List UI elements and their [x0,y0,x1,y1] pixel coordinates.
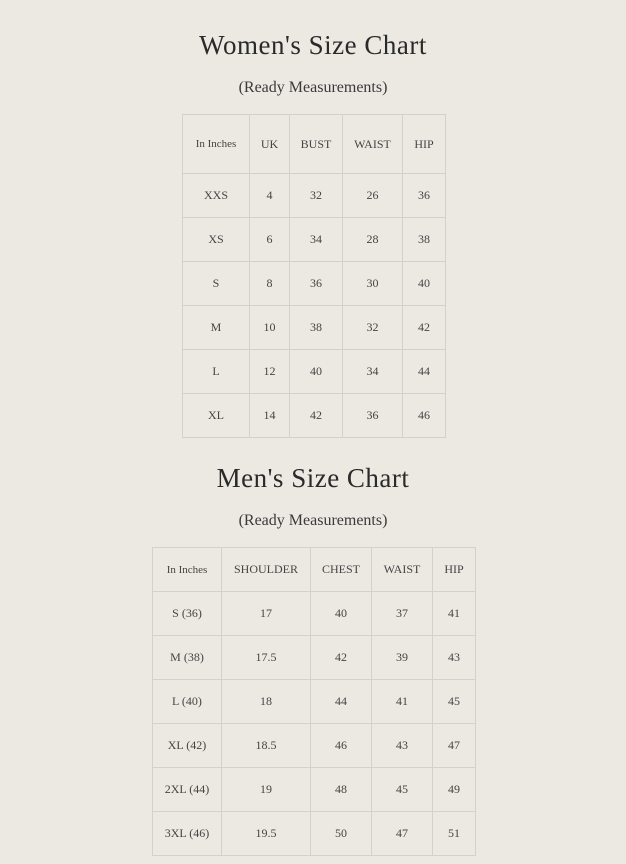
table-cell: 36 [343,394,403,438]
table-cell: 37 [372,592,433,636]
table-cell: 42 [311,636,372,680]
table-cell: 18.5 [222,724,311,768]
column-header: SHOULDER [222,548,311,592]
table-cell: 44 [311,680,372,724]
table-row [183,306,446,350]
table-cell: 45 [372,768,433,812]
table-cell: 2XL (44) [153,768,222,812]
table-row [183,174,446,218]
table-header-row [183,115,446,174]
column-header: HIP [403,115,446,174]
table-cell: 46 [403,394,446,438]
table-cell: 14 [250,394,290,438]
table-cell: 44 [403,350,446,394]
table-cell: 47 [372,812,433,856]
table-cell: 34 [290,218,343,262]
table-cell: 39 [372,636,433,680]
table-cell: XL [183,394,250,438]
column-header: CHEST [311,548,372,592]
table-cell: 48 [311,768,372,812]
table-cell: 36 [403,174,446,218]
table-cell: 19 [222,768,311,812]
table-cell: 47 [433,724,476,768]
men-size-table [152,547,476,856]
column-header: In Inches [183,115,250,174]
table-cell: 19.5 [222,812,311,856]
table-cell: 36 [290,262,343,306]
table-cell: 34 [343,350,403,394]
table-cell: 46 [311,724,372,768]
table-cell: L (40) [153,680,222,724]
table-cell: 30 [343,262,403,306]
table-cell: 17 [222,592,311,636]
table-row [183,394,446,438]
women-chart-title: Women's Size Chart [199,30,427,60]
women-size-table [182,114,446,438]
table-cell: XS [183,218,250,262]
table-cell: 26 [343,174,403,218]
table-row [153,636,476,680]
table-cell: M (38) [153,636,222,680]
table-cell: 18 [222,680,311,724]
table-cell: 8 [250,262,290,306]
table-cell: 43 [433,636,476,680]
table-row [183,218,446,262]
table-cell: 50 [311,812,372,856]
table-cell: 41 [433,592,476,636]
table-row [153,724,476,768]
table-row [153,812,476,856]
table-cell: 10 [250,306,290,350]
column-header: WAIST [343,115,403,174]
men-chart-subtitle: (Ready Measurements) [238,512,388,529]
table-cell: 12 [250,350,290,394]
table-cell: 17.5 [222,636,311,680]
table-row [183,350,446,394]
table-cell: 38 [290,306,343,350]
column-header: UK [250,115,290,174]
table-cell: 38 [403,218,446,262]
table-row [153,680,476,724]
table-row [183,262,446,306]
table-cell: 43 [372,724,433,768]
table-cell: XXS [183,174,250,218]
column-header: In Inches [153,548,222,592]
table-header-row [153,548,476,592]
table-cell: 28 [343,218,403,262]
table-cell: 4 [250,174,290,218]
men-chart-title: Men's Size Chart [216,463,410,493]
table-cell: XL (42) [153,724,222,768]
table-cell: 45 [433,680,476,724]
table-cell: 6 [250,218,290,262]
table-cell: 41 [372,680,433,724]
column-header: HIP [433,548,476,592]
women-chart-subtitle: (Ready Measurements) [238,79,388,96]
table-row [153,592,476,636]
table-cell: S (36) [153,592,222,636]
table-cell: 3XL (46) [153,812,222,856]
table-cell: S [183,262,250,306]
table-cell: M [183,306,250,350]
column-header: BUST [290,115,343,174]
table-cell: 40 [403,262,446,306]
column-header: WAIST [372,548,433,592]
table-cell: 42 [403,306,446,350]
table-cell: 40 [290,350,343,394]
table-cell: 40 [311,592,372,636]
table-cell: 42 [290,394,343,438]
table-cell: 32 [343,306,403,350]
table-cell: 49 [433,768,476,812]
table-cell: 32 [290,174,343,218]
table-cell: L [183,350,250,394]
table-cell: 51 [433,812,476,856]
table-row [153,768,476,812]
